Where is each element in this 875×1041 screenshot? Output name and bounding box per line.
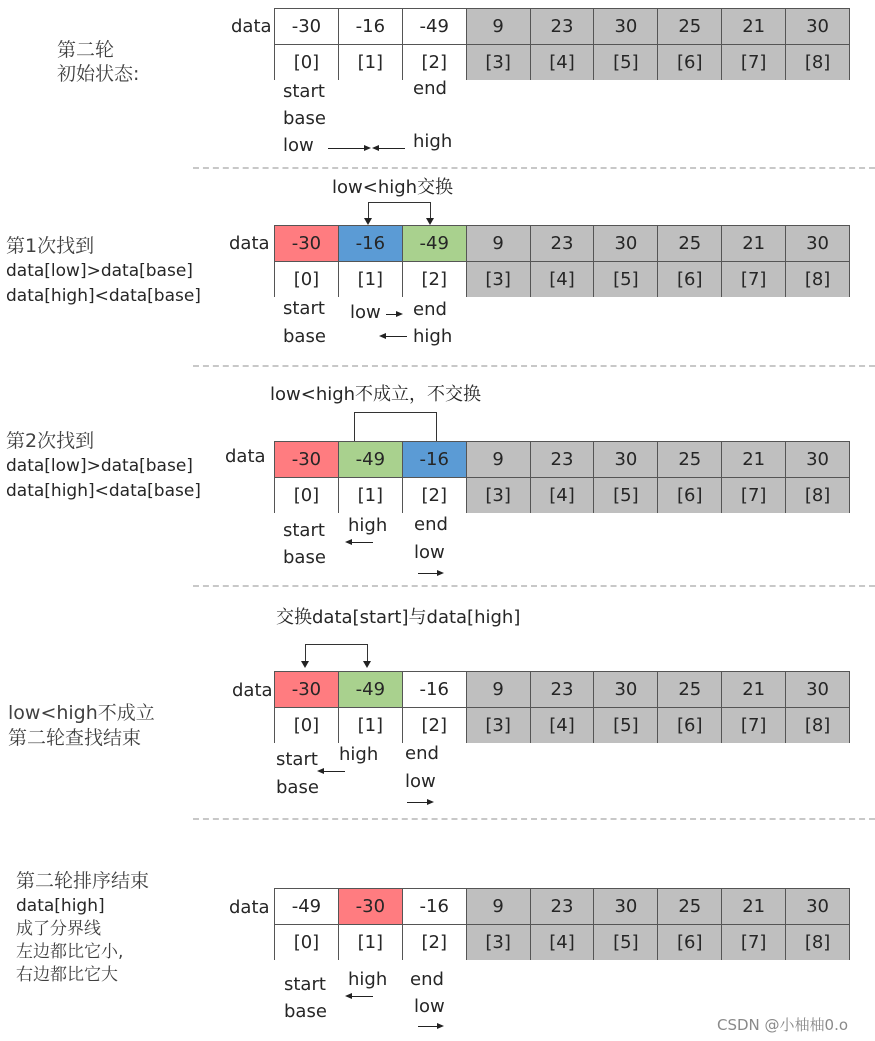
array-label: data (229, 233, 270, 254)
pointer-start: start (283, 81, 325, 102)
index-row (275, 924, 849, 960)
arrow-right-icon (427, 799, 434, 805)
cell-low: -16 (338, 226, 402, 261)
cell-high: -49 (338, 442, 402, 477)
index-row (275, 44, 849, 80)
arrow-left-line (351, 996, 373, 997)
pointer-start: start (283, 298, 325, 319)
index-8: [8] (785, 478, 849, 513)
cell-5: 30 (593, 889, 657, 924)
index-4: [4] (530, 708, 594, 743)
condition-line: data[low]>data[base] (6, 261, 193, 281)
arrow-right-icon (437, 1023, 444, 1029)
index-0: [0] (275, 925, 338, 960)
title-line: 第二轮 (57, 39, 115, 61)
cell-base: -30 (275, 226, 338, 261)
index-5: [5] (593, 262, 657, 297)
index-6: [6] (657, 708, 721, 743)
cell-6: 25 (657, 672, 721, 707)
section-2-title (6, 233, 201, 309)
cell-8: 30 (785, 442, 849, 477)
title-line: 左边都比它小, (16, 942, 124, 962)
section-divider (193, 818, 875, 820)
swap-bracket (305, 644, 368, 662)
pointer-start: start (283, 520, 325, 541)
index-5: [5] (593, 45, 657, 80)
title-line: 第二轮排序结束 (16, 870, 150, 892)
arrow-right-line (407, 802, 427, 803)
cell-4: 23 (530, 672, 594, 707)
cell-7: 21 (721, 672, 785, 707)
cell-base: -30 (275, 442, 338, 477)
cell-7: 21 (721, 226, 785, 261)
title-line: 第1次找到 (6, 235, 95, 257)
section-3-title (6, 428, 201, 504)
index-5: [5] (593, 925, 657, 960)
index-6: [6] (657, 262, 721, 297)
section-divider (193, 167, 875, 169)
cell-2: -16 (402, 672, 466, 707)
pointer-start: start (284, 974, 326, 995)
pointer-base: base (284, 1001, 327, 1022)
cell-3: 9 (466, 442, 530, 477)
index-7: [7] (721, 262, 785, 297)
cell-3: 9 (466, 226, 530, 261)
pointer-low: low (405, 771, 436, 792)
arrow-left-line (385, 336, 407, 337)
pointer-base: base (283, 108, 326, 129)
array-label: data (229, 897, 270, 918)
array-table-3 (274, 441, 850, 513)
title-line: 第二轮查找结束 (8, 727, 142, 749)
pointer-high: high (413, 326, 453, 347)
cell-7: 21 (721, 889, 785, 924)
arrow-down-icon (364, 218, 372, 225)
cell-3: 9 (466, 9, 530, 44)
index-1: [1] (338, 45, 402, 80)
index-1: [1] (338, 925, 402, 960)
index-7: [7] (721, 925, 785, 960)
index-3: [3] (466, 45, 530, 80)
compare-bracket (354, 412, 437, 441)
pointer-low: low (283, 135, 314, 156)
index-2: [2] (402, 708, 466, 743)
values-row (275, 9, 849, 44)
pointer-end: end (405, 743, 439, 764)
cell-pivot: -30 (338, 889, 402, 924)
title-line: low<high不成立 (8, 702, 155, 724)
arrow-right-icon (364, 145, 371, 151)
index-6: [6] (657, 45, 721, 80)
pointer-end: end (414, 514, 448, 535)
swap-caption: 交换data[start]与data[high] (276, 607, 521, 628)
title-line: 第2次找到 (6, 430, 95, 452)
cell-3: 9 (466, 889, 530, 924)
cell-low: -16 (402, 442, 466, 477)
index-6: [6] (657, 925, 721, 960)
cell-4: 23 (530, 442, 594, 477)
index-2: [2] (402, 262, 466, 297)
index-1: [1] (338, 708, 402, 743)
cell-6: 25 (657, 9, 721, 44)
title-line: data[high] (16, 896, 105, 916)
section-divider (193, 585, 875, 587)
index-0: [0] (275, 45, 338, 80)
index-0: [0] (275, 262, 338, 297)
index-7: [7] (721, 45, 785, 80)
pointer-low: low (414, 542, 445, 563)
cell-7: 21 (721, 442, 785, 477)
arrow-down-icon (363, 661, 371, 668)
condition-line: data[low]>data[base] (6, 456, 193, 476)
cell-4: 23 (530, 226, 594, 261)
array-label: data (232, 680, 273, 701)
index-2: [2] (402, 45, 466, 80)
cell-8: 30 (785, 226, 849, 261)
pointer-base: base (276, 777, 319, 798)
cell-6: 25 (657, 442, 721, 477)
pointer-start: start (276, 749, 318, 770)
swap-caption: low<high交换 (332, 177, 454, 198)
cell-6: 25 (657, 889, 721, 924)
array-table-4 (274, 671, 850, 743)
swap-bracket (368, 202, 431, 219)
cell-5: 30 (593, 672, 657, 707)
cell-4: 23 (530, 9, 594, 44)
index-2: [2] (402, 478, 466, 513)
cell-high: -49 (402, 226, 466, 261)
index-5: [5] (593, 478, 657, 513)
section-1-title (57, 38, 139, 86)
arrow-right-line (418, 1026, 438, 1027)
array-table-5 (274, 888, 850, 960)
title-line: 初始状态: (57, 63, 140, 85)
pointer-base: base (283, 326, 326, 347)
index-0: [0] (275, 478, 338, 513)
array-table-1 (274, 8, 850, 80)
index-3: [3] (466, 925, 530, 960)
pointer-high: high (339, 744, 379, 765)
array-label: data (231, 16, 272, 37)
cell-2: -16 (402, 889, 466, 924)
index-8: [8] (785, 262, 849, 297)
cell-5: 30 (593, 442, 657, 477)
cell-7: 21 (721, 9, 785, 44)
pointer-high: high (413, 131, 453, 152)
cell-0: -49 (275, 889, 338, 924)
section-divider (193, 365, 875, 367)
index-6: [6] (657, 478, 721, 513)
pointer-high: high (348, 515, 388, 536)
title-line: 右边都比它大 (16, 965, 118, 985)
index-7: [7] (721, 708, 785, 743)
arrow-left-line (351, 542, 373, 543)
pointer-end: end (413, 299, 447, 320)
index-8: [8] (785, 925, 849, 960)
arrow-right-icon (396, 311, 403, 317)
index-0: [0] (275, 708, 338, 743)
pointer-low: low (350, 302, 381, 323)
cell-4: 23 (530, 889, 594, 924)
arrow-right-line (328, 148, 366, 149)
cell-5: 30 (593, 226, 657, 261)
index-3: [3] (466, 708, 530, 743)
index-1: [1] (338, 262, 402, 297)
values-row (275, 442, 849, 477)
index-4: [4] (530, 478, 594, 513)
index-2: [2] (402, 925, 466, 960)
array-table-2 (274, 225, 850, 297)
cell-8: 30 (785, 672, 849, 707)
index-4: [4] (530, 45, 594, 80)
cell-8: 30 (785, 889, 849, 924)
cell-base: -30 (275, 672, 338, 707)
arrow-right-icon (437, 570, 444, 576)
index-8: [8] (785, 45, 849, 80)
pointer-high: high (348, 969, 388, 990)
pointer-low: low (414, 996, 445, 1017)
index-5: [5] (593, 708, 657, 743)
values-row (275, 672, 849, 707)
arrow-left-line (378, 148, 405, 149)
index-4: [4] (530, 262, 594, 297)
index-3: [3] (466, 262, 530, 297)
cell-0: -30 (275, 9, 338, 44)
pointer-base: base (283, 547, 326, 568)
arrow-right-line (418, 573, 438, 574)
index-8: [8] (785, 708, 849, 743)
arrow-down-icon (426, 218, 434, 225)
index-row (275, 477, 849, 513)
cell-6: 25 (657, 226, 721, 261)
index-3: [3] (466, 478, 530, 513)
arrow-left-line (323, 771, 345, 772)
pointer-end: end (413, 78, 447, 99)
array-label: data (225, 446, 266, 467)
cell-high: -49 (338, 672, 402, 707)
cell-3: 9 (466, 672, 530, 707)
pointer-end: end (410, 969, 444, 990)
values-row (275, 889, 849, 924)
section-5-title (16, 868, 149, 987)
index-7: [7] (721, 478, 785, 513)
no-swap-caption: low<high不成立，不交换 (270, 384, 482, 405)
cell-8: 30 (785, 9, 849, 44)
index-1: [1] (338, 478, 402, 513)
cell-5: 30 (593, 9, 657, 44)
values-row (275, 226, 849, 261)
condition-line: data[high]<data[base] (6, 286, 201, 306)
index-4: [4] (530, 925, 594, 960)
cell-2: -49 (402, 9, 466, 44)
title-line: 成了分界线 (16, 919, 101, 939)
condition-line: data[high]<data[base] (6, 481, 201, 501)
watermark: CSDN @小柚柚0.o (717, 1016, 849, 1034)
index-row (275, 261, 849, 297)
cell-1: -16 (338, 9, 402, 44)
index-row (275, 707, 849, 743)
arrow-down-icon (301, 661, 309, 668)
section-4-title (8, 701, 155, 751)
